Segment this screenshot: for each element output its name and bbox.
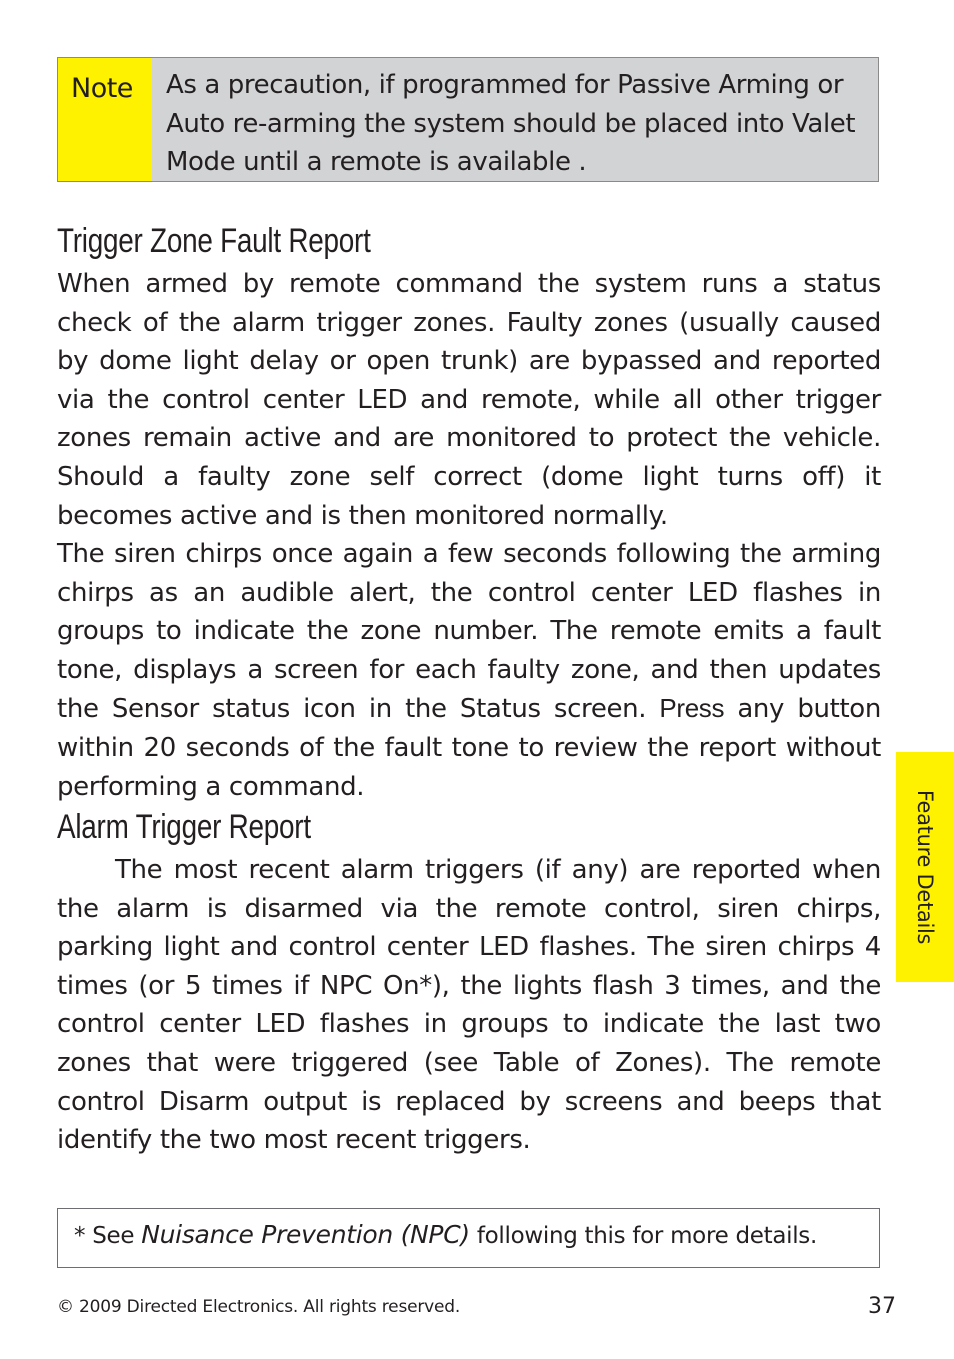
note-label: Note [58, 58, 152, 181]
press-keyword: Press [659, 693, 725, 724]
footnote-suffix: following this for more details. [476, 1223, 817, 1249]
heading-trigger-zone-fault-report: Trigger Zone Fault Report [57, 222, 371, 260]
heading-alarm-trigger-report: Alarm Trigger Report [57, 808, 311, 846]
paragraph-trigger-zone-2-text: The siren chirps once again a few seconds following the arming chirps as an audible alert, the control center LED flashes in groups to indicate the zone number. The remote emits a fault tone, displays a screen for each faulty zone, and then updates the Sensor status icon in the Status screen. [57, 539, 881, 725]
page-number: 37 [868, 1294, 896, 1319]
paragraph-trigger-zone-1: When armed by remote command the system runs a status check of the alarm trigger zones. Faulty zones (usually caused by dome light delay or open trunk) are bypassed and reported via the control center LED and remote, while all other trigger zones remain active and are monitored to protect the vehicle. Should a faulty zone self correct (dome light turns off) it becomes active and is then monitored normally. [57, 269, 881, 531]
footnote-prefix: * See [74, 1223, 135, 1249]
side-tab [896, 752, 954, 982]
note-text: As a precaution, if programmed for Passive Arming or Auto re-arming the system should be placed into Valet Mode until a remote is available . [166, 70, 856, 177]
paragraph-trigger-zone-2-continuation: any button within 20 seconds of the fault tone to review the report without performing a command. [57, 694, 881, 802]
side-tab-label: Feature Details [913, 789, 937, 945]
copyright: © 2009 Directed Electronics. All rights reserved. [57, 1297, 461, 1317]
footnote-italic-link-text: Nuisance Prevention (NPC) [141, 1220, 470, 1249]
note-callout [57, 57, 879, 182]
footnote-box [57, 1208, 880, 1268]
paragraph-alarm-trigger: The most recent alarm triggers (if any) are reported when the alarm is disarmed via the remote control, siren chirps, parking light and control center LED flashes. The siren chirps 4 times (or 5 times if NPC On*), the lights flash 3 times, and the control center LED flashes in groups to indicate the last two zones that were triggered (see Table of Zones). The remote control Disarm output is replaced by screens and beeps that identify the two most recent triggers. [57, 855, 881, 1156]
paragraph-trigger-zone-2 [57, 535, 881, 806]
